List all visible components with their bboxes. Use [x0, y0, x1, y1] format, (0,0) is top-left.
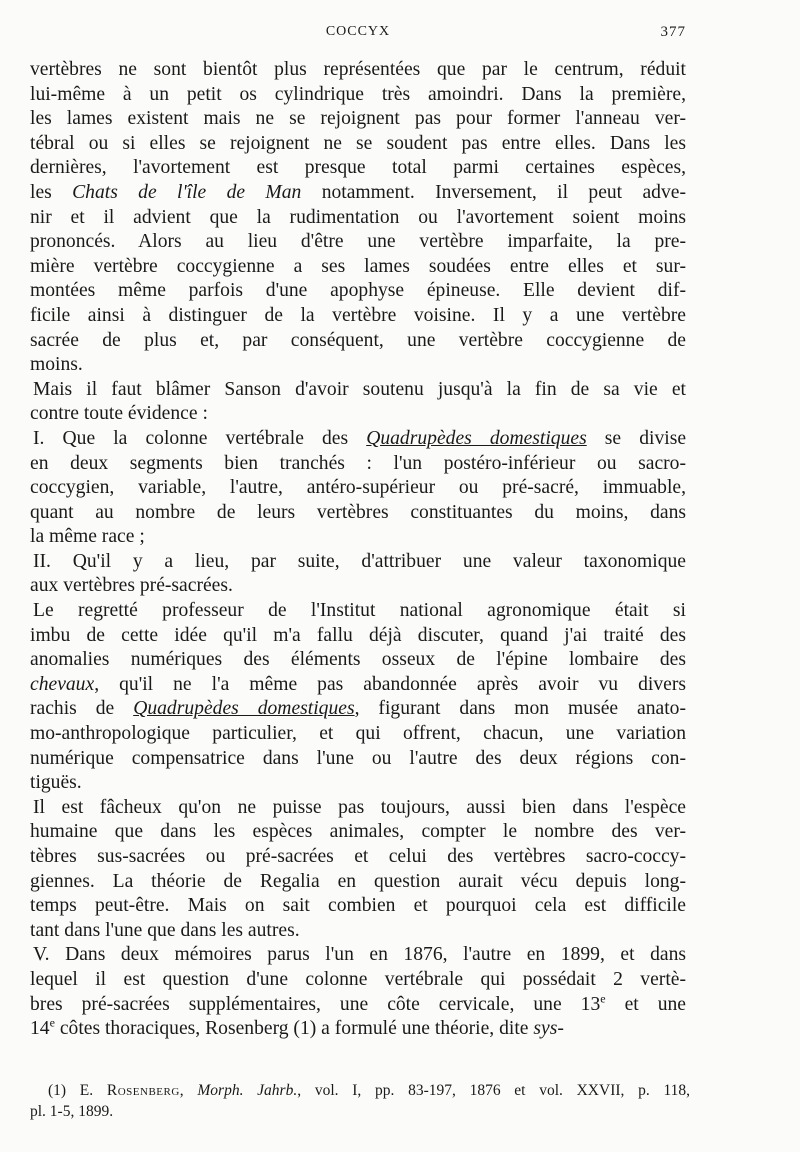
text-line: [30, 427, 686, 452]
footnote-author: Rosenberg: [106, 1082, 180, 1099]
text-line: giennes. La théorie de Regalia en question aurait vécu depuis long-: [30, 870, 686, 892]
text-line: nir et il advient que la rudimentation ou l'avortement soient moins: [30, 206, 686, 228]
footnote-marker: (1) E.: [48, 1082, 107, 1099]
footnote-reference: , vol. I, pp. 83-197, 1876 et vol. XXVII, p. 118,: [297, 1082, 691, 1099]
text-line: [30, 181, 686, 206]
footnote: [30, 1080, 690, 1122]
text-line: aux vertèbres pré-sacrées.: [30, 575, 233, 597]
paragraph: [30, 796, 686, 944]
footnote-journal: Morph. Jahrb.: [197, 1082, 298, 1099]
text-segment: les: [30, 181, 73, 203]
text-line: lui-même à un petit os cylindrique très amoindri. Dans la première,: [30, 83, 686, 105]
text-line: en deux segments bien tranchés : l'un postéro-inférieur ou sacro-: [30, 452, 686, 474]
text-line: contre toute évidence :: [30, 403, 208, 425]
text-segment: , figurant dans mon musée anato-: [354, 698, 686, 720]
text-line: tèbres sus-sacrées ou pré-sacrées et celui des vertèbres sacro-coccy-: [30, 846, 686, 867]
text-segment: 14: [30, 1018, 50, 1040]
text-line: Le regretté professeur de l'Institut national agronomique était si: [33, 600, 686, 622]
page-number: 377: [660, 24, 686, 40]
paragraph: [30, 427, 686, 550]
text-line: Mais il faut blâmer Sanson d'avoir soutenu jusqu'à la fin de sa vie et: [33, 378, 686, 400]
text-line: II. Qu'il y a lieu, par suite, d'attribuer une valeur taxonomique: [33, 550, 686, 572]
text-line: coccygien, variable, l'autre, antéro-supérieur ou pré-sacré, immuable,: [30, 477, 686, 499]
body-text: [30, 58, 686, 1042]
text-segment: I. Que la colonne vertébrale des: [33, 427, 367, 449]
text-line: [30, 697, 686, 722]
text-line: la même race ;: [30, 526, 145, 548]
italic-phrase: Quadrupèdes domestiques: [133, 698, 355, 720]
superscript: e: [600, 991, 606, 1006]
text-line: lequel il est question d'une colonne vertébrale qui possédait 2 vertè-: [30, 968, 686, 990]
running-head: [30, 24, 686, 48]
text-line: dernières, l'avortement est presque total parmi certaines espèces,: [30, 157, 686, 179]
italic-phrase: Quadrupèdes domestiques: [366, 427, 587, 449]
text-line: vertèbres ne sont bientôt plus représentées que par le centrum, réduit: [30, 59, 686, 80]
footnote-line: pl. 1-5, 1899.: [30, 1103, 114, 1120]
text-line: les lames existent mais ne se rejoignent pas pour former l'anneau ver-: [30, 108, 686, 130]
paragraph: [30, 599, 686, 796]
text-line: tébral ou si elles se rejoignent ne se soudent pas entre elles. Dans les: [30, 132, 686, 154]
text-line: [30, 673, 686, 698]
text-line: Il est fâcheux qu'on ne puisse pas toujours, aussi bien dans l'espèce: [33, 796, 686, 818]
text-line: V. Dans deux mémoires parus l'un en 1876, l'autre en 1899, et dans: [33, 944, 686, 966]
text-segment: , qu'il ne l'a même pas abandonnée après avoir vu divers: [94, 673, 686, 695]
superscript: e: [49, 1015, 55, 1030]
text-segment: se divise: [586, 427, 687, 449]
text-line: tiguës.: [30, 772, 82, 794]
text-line: mière vertèbre coccygienne a ses lames soudées entre elles et sur-: [30, 255, 686, 277]
running-title: COCCYX: [325, 24, 391, 39]
text-segment: et une: [605, 993, 686, 1015]
paragraph: [30, 943, 686, 1041]
text-line: tant dans l'une que dans les autres.: [30, 919, 300, 941]
text-line: montées même parfois d'une apophyse épineuse. Elle devient dif-: [30, 280, 686, 302]
text-line: quant au nombre de leurs vertèbres constituantes du moins, dans: [30, 501, 686, 523]
text-line: imbu de cette idée qu'il m'a fallu déjà discuter, quand j'ai traité des: [30, 624, 686, 646]
text-line: [30, 1017, 686, 1042]
text-line: humaine que dans les espèces animales, compter le nombre des ver-: [30, 821, 686, 843]
text-segment: rachis de: [30, 698, 134, 720]
text-segment: côtes thoraciques, Rosenberg (1) a formulé une théorie, dite: [54, 1018, 534, 1040]
paragraph: [30, 378, 686, 427]
text-line: [30, 993, 686, 1018]
text-line: numérique compensatrice dans l'une ou l'autre des deux régions con-: [30, 747, 686, 769]
text-line: mo-anthropologique particulier, et qui offrent, chacun, une variation: [30, 723, 686, 745]
footnote-line: (1) E. Rosenberg, Morph. Jahrb., vol. I, pp. 83-197, 1876 et vol. XXVII, p. 118,: [48, 1082, 691, 1099]
text-segment: bres pré-sacrées supplémentaires, une côte cervicale, une 13: [30, 993, 601, 1015]
paragraph: [30, 58, 686, 378]
text-line: prononcés. Alors au lieu d'être une vertèbre imparfaite, la pre-: [30, 231, 686, 253]
italic-phrase: sys-: [533, 1018, 564, 1040]
paragraph: [30, 550, 686, 599]
text-segment: notamment. Inversement, il peut adve-: [301, 181, 686, 203]
text-line: ficile ainsi à distinguer de la vertèbre voisine. Il y a une vertèbre: [30, 304, 686, 326]
italic-phrase: chevaux: [30, 673, 95, 695]
text-line: sacrée de plus et, par conséquent, une vertèbre coccygienne de: [30, 329, 686, 351]
text-line: temps peut-être. Mais on sait combien et pourquoi cela est difficile: [30, 895, 686, 917]
italic-phrase: Chats de l'île de Man: [72, 181, 302, 203]
text-line: moins.: [30, 354, 83, 376]
text-line: anomalies numériques des éléments osseux de l'épine lombaire des: [30, 649, 686, 671]
